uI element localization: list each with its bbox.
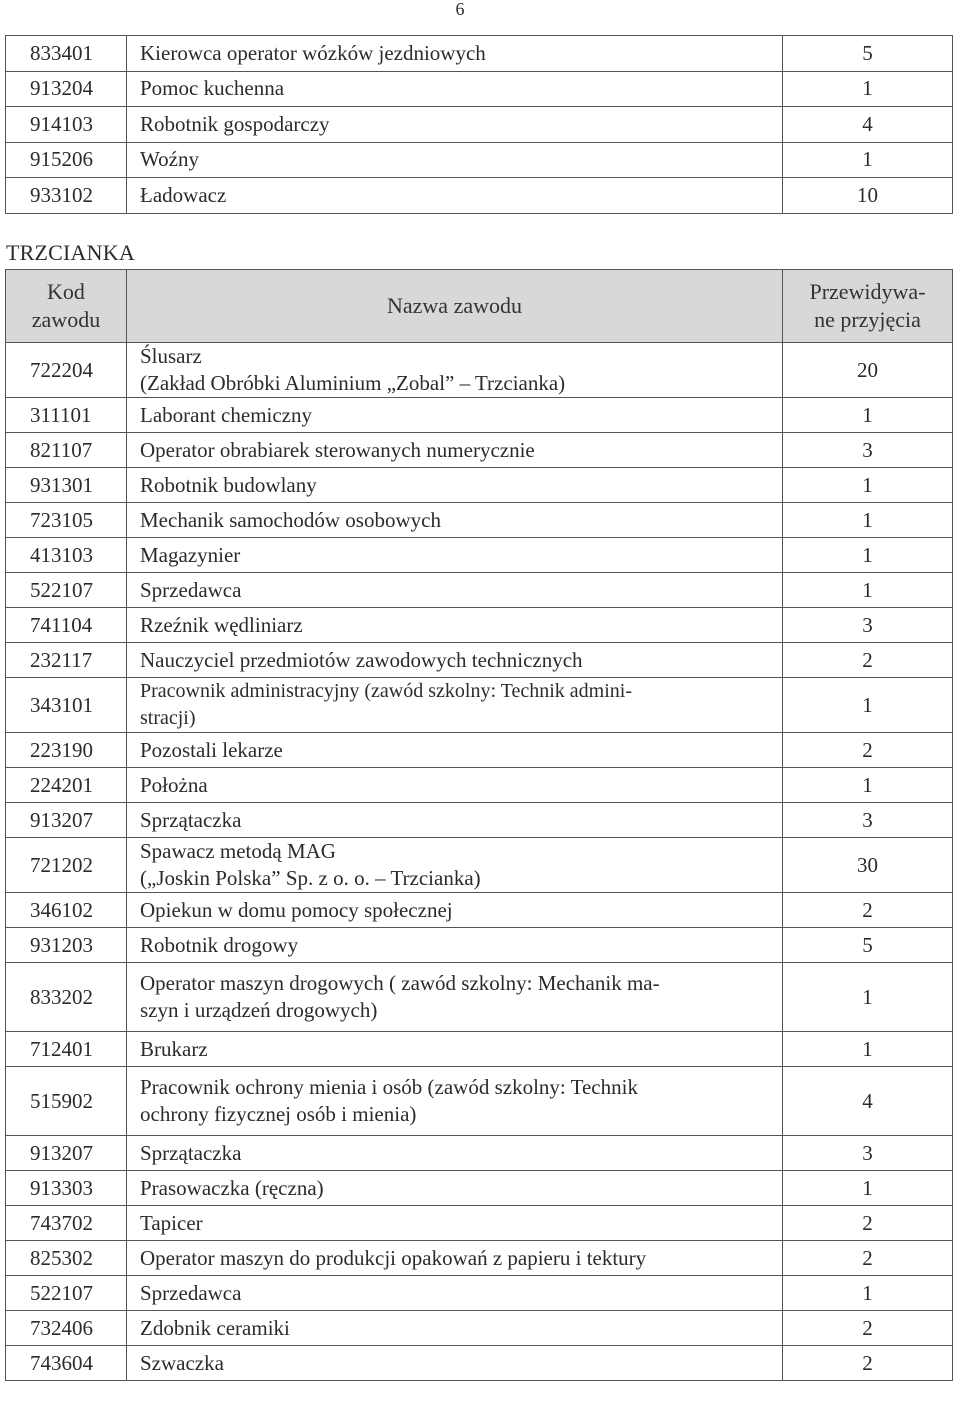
expected-hires: 1 bbox=[783, 768, 953, 803]
expected-hires: 30 bbox=[783, 838, 953, 893]
table-row bbox=[6, 1346, 953, 1381]
table-row bbox=[6, 36, 953, 72]
expected-hires: 1 bbox=[783, 963, 953, 1032]
occupation-code: 913204 bbox=[6, 71, 127, 107]
occupation-name-line1: Pracownik ochrony mienia i osób (zawód szkolny: Technik bbox=[140, 1075, 638, 1099]
table-row bbox=[6, 1067, 953, 1136]
table-row bbox=[6, 1032, 953, 1067]
header-qty-line2: ne przyjęcia bbox=[814, 307, 921, 332]
occupation-name-line1: Pracownik administracyjny (zawód szkolny: Technik admini- bbox=[140, 680, 633, 702]
table-row bbox=[6, 1136, 953, 1171]
table-row bbox=[6, 468, 953, 503]
trzcianka-occupation-table bbox=[5, 269, 953, 1381]
table-row bbox=[6, 538, 953, 573]
occupation-name: Prasowaczka (ręczna) bbox=[127, 1171, 783, 1206]
occupation-code: 933102 bbox=[6, 178, 127, 214]
expected-hires: 2 bbox=[783, 643, 953, 678]
occupation-name: Robotnik budowlany bbox=[127, 468, 783, 503]
occupation-code: 833401 bbox=[6, 36, 127, 72]
occupation-name-line2: („Joskin Polska” Sp. z o. o. – Trzcianka) bbox=[140, 866, 481, 890]
expected-hires: 1 bbox=[783, 503, 953, 538]
occupation-code: 343101 bbox=[6, 678, 127, 733]
occupation-name-line2: ochrony fizycznej osób i mienia) bbox=[140, 1102, 417, 1126]
table-row bbox=[6, 142, 953, 178]
occupation-name-line1: Ślusarz bbox=[140, 344, 202, 368]
expected-hires: 1 bbox=[783, 468, 953, 503]
occupation-name: Sprzątaczka bbox=[127, 1136, 783, 1171]
occupation-name: Nauczyciel przedmiotów zawodowych technicznych bbox=[127, 643, 783, 678]
expected-hires: 2 bbox=[783, 1311, 953, 1346]
expected-hires: 2 bbox=[783, 893, 953, 928]
header-code bbox=[6, 270, 127, 343]
table-row bbox=[6, 503, 953, 538]
occupation-name: Pomoc kuchenna bbox=[127, 71, 783, 107]
occupation-name: Robotnik gospodarczy bbox=[127, 107, 783, 143]
expected-hires: 1 bbox=[783, 142, 953, 178]
table-row bbox=[6, 178, 953, 214]
occupation-name: Operator maszyn do produkcji opakowań z papieru i tektury bbox=[127, 1241, 783, 1276]
expected-hires: 1 bbox=[783, 71, 953, 107]
occupation-name: Robotnik drogowy bbox=[127, 928, 783, 963]
occupation-name: Sprzedawca bbox=[127, 1276, 783, 1311]
occupation-name: Rzeźnik wędliniarz bbox=[127, 608, 783, 643]
table-row bbox=[6, 1276, 953, 1311]
occupation-code: 914103 bbox=[6, 107, 127, 143]
table-row bbox=[6, 893, 953, 928]
occupation-code: 515902 bbox=[6, 1067, 127, 1136]
occupation-code: 743702 bbox=[6, 1206, 127, 1241]
occupation-name-line2: (Zakład Obróbki Aluminium „Zobal” – Trzcianka) bbox=[140, 371, 566, 395]
occupation-name: Tapicer bbox=[127, 1206, 783, 1241]
header-qty-line1: Przewidywa- bbox=[809, 279, 926, 304]
table-row bbox=[6, 343, 953, 398]
occupation-code: 224201 bbox=[6, 768, 127, 803]
table-row bbox=[6, 1311, 953, 1346]
table-header-row bbox=[6, 270, 953, 343]
expected-hires: 1 bbox=[783, 398, 953, 433]
table-row bbox=[6, 433, 953, 468]
table-row bbox=[6, 1206, 953, 1241]
occupation-code: 722204 bbox=[6, 343, 127, 398]
top-occupation-table bbox=[5, 35, 953, 214]
expected-hires: 5 bbox=[783, 928, 953, 963]
table-row bbox=[6, 573, 953, 608]
occupation-code: 931301 bbox=[6, 468, 127, 503]
occupation-name: Operator obrabiarek sterowanych numerycznie bbox=[127, 433, 783, 468]
occupation-name-line1: Operator maszyn drogowych ( zawód szkolny: Mechanik ma- bbox=[140, 971, 660, 995]
occupation-name bbox=[127, 1067, 783, 1136]
occupation-name bbox=[127, 343, 783, 398]
occupation-name-line2: stracji) bbox=[140, 707, 196, 729]
occupation-name-line2: szyn i urządzeń drogowych) bbox=[140, 998, 378, 1022]
occupation-name: Kierowca operator wózków jezdniowych bbox=[127, 36, 783, 72]
occupation-code: 232117 bbox=[6, 643, 127, 678]
expected-hires: 10 bbox=[783, 178, 953, 214]
expected-hires: 2 bbox=[783, 1346, 953, 1381]
section-title: TRZCIANKA bbox=[6, 240, 135, 265]
expected-hires: 1 bbox=[783, 573, 953, 608]
expected-hires: 20 bbox=[783, 343, 953, 398]
table-row bbox=[6, 768, 953, 803]
expected-hires: 1 bbox=[783, 1276, 953, 1311]
occupation-code: 721202 bbox=[6, 838, 127, 893]
table-row bbox=[6, 963, 953, 1032]
expected-hires: 3 bbox=[783, 803, 953, 838]
expected-hires: 2 bbox=[783, 1206, 953, 1241]
occupation-code: 741104 bbox=[6, 608, 127, 643]
occupation-code: 346102 bbox=[6, 893, 127, 928]
table-row bbox=[6, 678, 953, 733]
occupation-name bbox=[127, 678, 783, 733]
occupation-code: 931203 bbox=[6, 928, 127, 963]
occupation-code: 833202 bbox=[6, 963, 127, 1032]
header-code-line1: Kod bbox=[47, 279, 85, 304]
occupation-name: Położna bbox=[127, 768, 783, 803]
occupation-name: Mechanik samochodów osobowych bbox=[127, 503, 783, 538]
occupation-name: Sprzedawca bbox=[127, 573, 783, 608]
table-row bbox=[6, 838, 953, 893]
table-row bbox=[6, 1241, 953, 1276]
expected-hires: 1 bbox=[783, 1032, 953, 1067]
occupation-name: Woźny bbox=[127, 142, 783, 178]
expected-hires: 1 bbox=[783, 678, 953, 733]
header-name: Nazwa zawodu bbox=[127, 270, 783, 343]
page-number: 6 bbox=[455, 0, 465, 19]
table-row bbox=[6, 398, 953, 433]
expected-hires: 4 bbox=[783, 1067, 953, 1136]
table-row bbox=[6, 803, 953, 838]
occupation-name: Ładowacz bbox=[127, 178, 783, 214]
table-row bbox=[6, 928, 953, 963]
expected-hires: 4 bbox=[783, 107, 953, 143]
occupation-name-line1: Spawacz metodą MAG bbox=[140, 839, 336, 863]
occupation-code: 915206 bbox=[6, 142, 127, 178]
occupation-name: Pozostali lekarze bbox=[127, 733, 783, 768]
occupation-name: Szwaczka bbox=[127, 1346, 783, 1381]
occupation-name: Brukarz bbox=[127, 1032, 783, 1067]
occupation-code: 913303 bbox=[6, 1171, 127, 1206]
occupation-name: Sprzątaczka bbox=[127, 803, 783, 838]
occupation-name: Magazynier bbox=[127, 538, 783, 573]
expected-hires: 2 bbox=[783, 733, 953, 768]
table-row bbox=[6, 643, 953, 678]
occupation-name: Zdobnik ceramiki bbox=[127, 1311, 783, 1346]
expected-hires: 5 bbox=[783, 36, 953, 72]
table-row bbox=[6, 1171, 953, 1206]
occupation-code: 743604 bbox=[6, 1346, 127, 1381]
table-row bbox=[6, 733, 953, 768]
table-row bbox=[6, 71, 953, 107]
header-expected-hires bbox=[783, 270, 953, 343]
occupation-code: 825302 bbox=[6, 1241, 127, 1276]
table-row bbox=[6, 107, 953, 143]
occupation-code: 413103 bbox=[6, 538, 127, 573]
expected-hires: 3 bbox=[783, 608, 953, 643]
table-row bbox=[6, 608, 953, 643]
occupation-code: 821107 bbox=[6, 433, 127, 468]
expected-hires: 2 bbox=[783, 1241, 953, 1276]
header-code-line2: zawodu bbox=[31, 307, 101, 332]
expected-hires: 3 bbox=[783, 1136, 953, 1171]
occupation-code: 732406 bbox=[6, 1311, 127, 1346]
expected-hires: 3 bbox=[783, 433, 953, 468]
occupation-name: Laborant chemiczny bbox=[127, 398, 783, 433]
occupation-code: 223190 bbox=[6, 733, 127, 768]
occupation-code: 913207 bbox=[6, 803, 127, 838]
occupation-code: 522107 bbox=[6, 573, 127, 608]
occupation-code: 522107 bbox=[6, 1276, 127, 1311]
expected-hires: 1 bbox=[783, 1171, 953, 1206]
occupation-name: Opiekun w domu pomocy społecznej bbox=[127, 893, 783, 928]
occupation-code: 723105 bbox=[6, 503, 127, 538]
occupation-name bbox=[127, 838, 783, 893]
occupation-name bbox=[127, 963, 783, 1032]
occupation-code: 712401 bbox=[6, 1032, 127, 1067]
occupation-code: 311101 bbox=[6, 398, 127, 433]
occupation-code: 913207 bbox=[6, 1136, 127, 1171]
expected-hires: 1 bbox=[783, 538, 953, 573]
